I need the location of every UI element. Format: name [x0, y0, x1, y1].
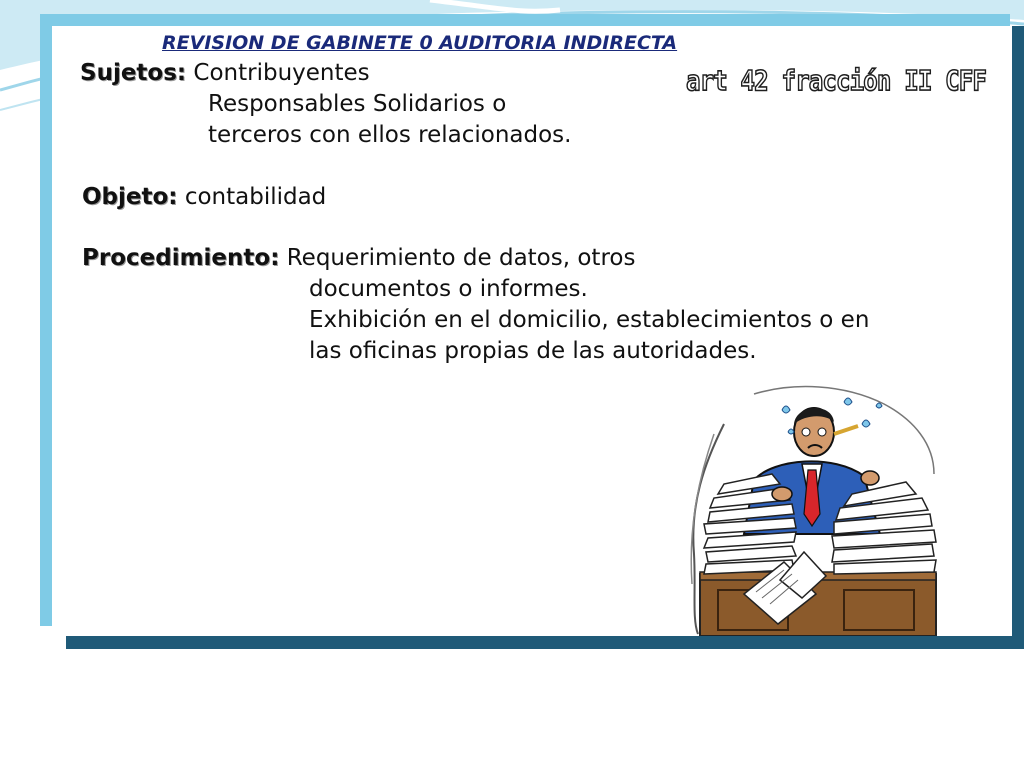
sujetos-label: Sujetos:	[80, 60, 187, 86]
slide-shadow-right	[1012, 26, 1024, 649]
slide-frame-top-border	[40, 14, 1010, 26]
objeto-line	[82, 184, 326, 210]
sujetos-value-2: Responsables Solidarios o	[208, 91, 507, 117]
procedimiento-value-1: Requerimiento de datos, otros	[286, 245, 636, 271]
objeto-value: contabilidad	[184, 184, 327, 210]
procedimiento-value-2: documentos o informes.	[309, 276, 588, 302]
procedimiento-line-1	[82, 245, 635, 271]
procedimiento-value-3: Exhibición en el domicilio, establecimientos o en	[309, 307, 870, 333]
article-reference: art 42 fracción II CFF	[686, 64, 987, 97]
sujetos-value-3: terceros con ellos relacionados.	[208, 122, 572, 148]
objeto-label: Objeto:	[82, 184, 178, 210]
slide-frame-left-border	[40, 14, 52, 626]
sujetos-line-1	[80, 60, 370, 86]
slide-heading: REVISION DE GABINETE 0 AUDITORIA INDIRECTA	[162, 32, 678, 54]
sujetos-value-1: Contribuyentes	[193, 60, 370, 86]
slide-shadow-bottom	[66, 636, 1024, 649]
procedimiento-value-4: las oficinas propias de las autoridades.	[309, 338, 757, 364]
stressed-worker-clipart	[684, 384, 942, 636]
procedimiento-label: Procedimiento:	[82, 245, 280, 271]
